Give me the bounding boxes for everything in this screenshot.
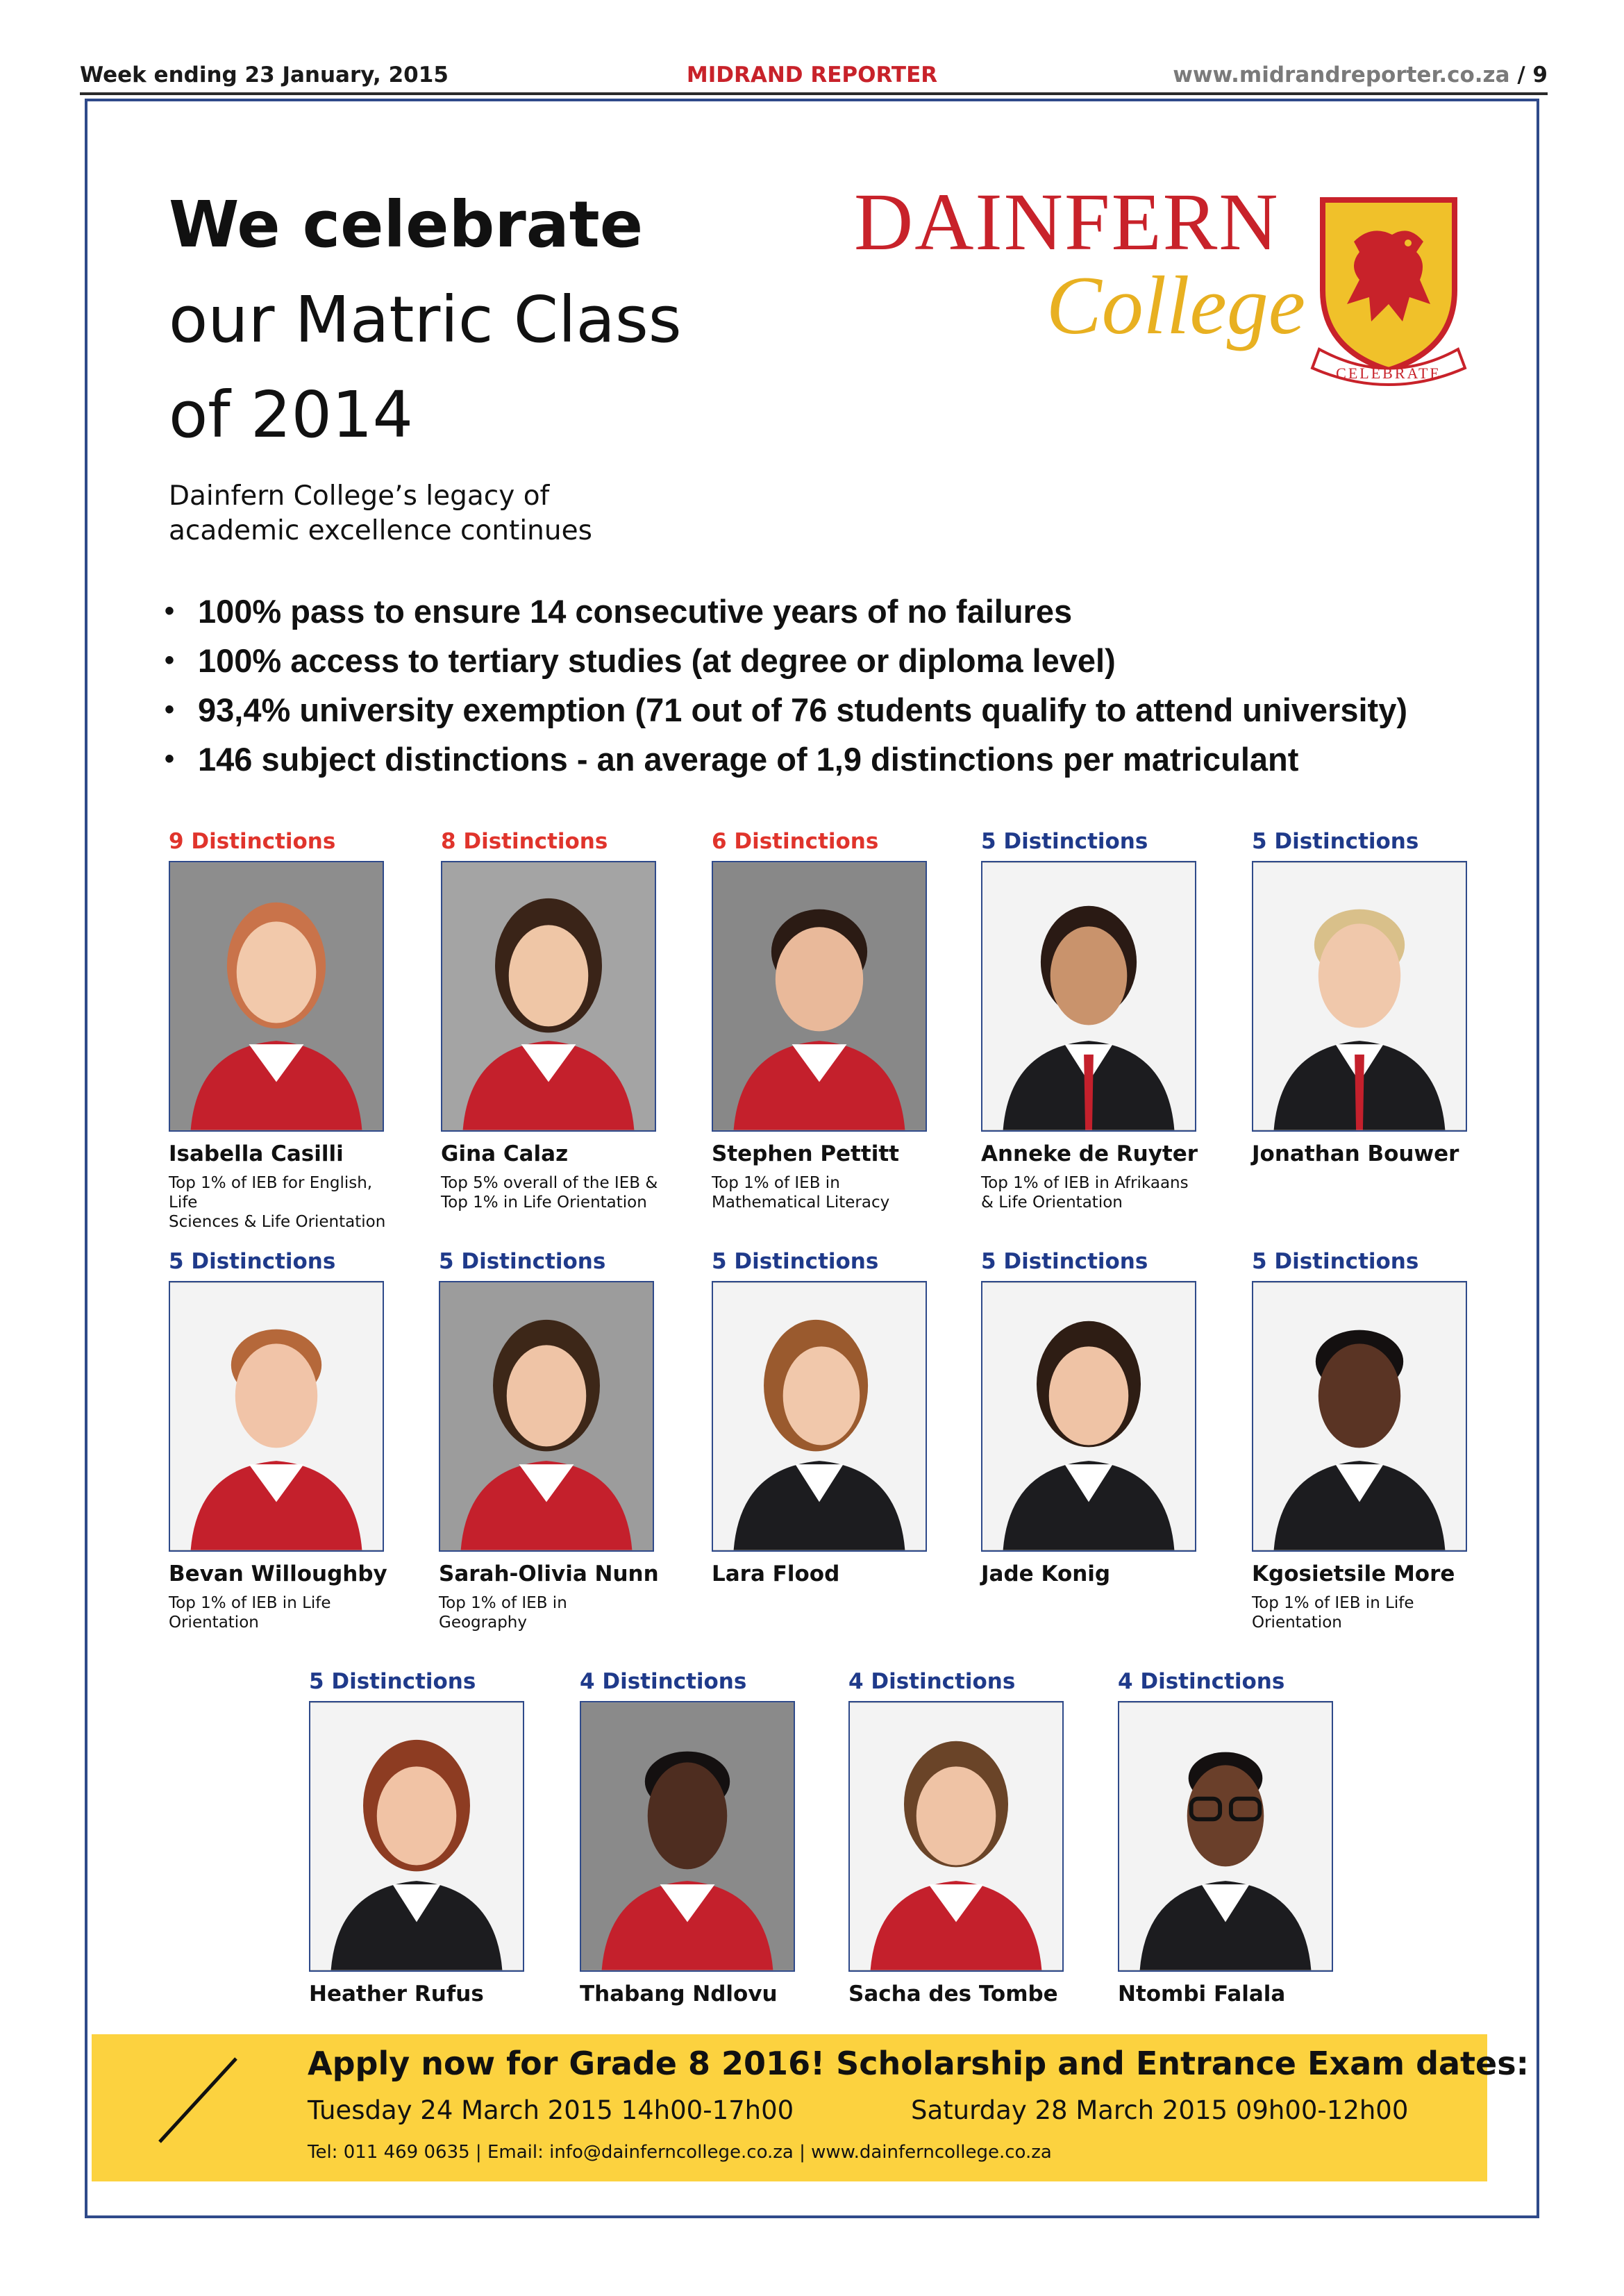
logo-wordmark-college: College (1046, 259, 1305, 351)
portrait-red-blazer-icon (170, 1282, 383, 1550)
portrait-red-blazer-icon (850, 1702, 1062, 1970)
bullet-icon: • (165, 596, 175, 626)
list-item (163, 685, 1482, 735)
student-name: Thabang Ndlovu (580, 1981, 778, 2006)
student-name: Stephen Pettitt (712, 1141, 899, 1166)
student-card (1118, 1666, 1347, 2013)
student-photo (981, 861, 1196, 1132)
student-achievement: Top 1% of IEB in Afrikaans & Life Orientation (981, 1174, 1189, 1212)
student-name: Sacha des Tombe (848, 1981, 1058, 2006)
student-photo (169, 1281, 384, 1552)
student-photo (309, 1701, 524, 1972)
student-name: Heather Rufus (309, 1981, 484, 2006)
contact-details[interactable]: Tel: 011 469 0635 | Email: info@dainferncollege.co.za | www.dainferncollege.co.za (308, 2142, 1052, 2163)
student-name: Anneke de Ruyter (981, 1141, 1198, 1166)
student-card (981, 826, 1210, 1212)
student-card (169, 826, 398, 1232)
distinctions-count: 4 Distinctions (580, 1669, 747, 1694)
student-name: Ntombi Falala (1118, 1981, 1286, 2006)
distinctions-count: 5 Distinctions (712, 1249, 879, 1274)
student-name: Isabella Casilli (169, 1141, 344, 1166)
student-achievement: Top 1% of IEB in Mathematical Literacy (712, 1174, 890, 1212)
distinctions-count: 8 Distinctions (441, 829, 608, 854)
portrait-red-blazer-icon (442, 862, 655, 1130)
student-name: Sarah-Olivia Nunn (439, 1561, 659, 1586)
student-achievement: Top 1% of IEB in Life Orientation (1252, 1594, 1414, 1632)
headline-line-1: We celebrate (169, 187, 644, 262)
distinctions-count: 5 Distinctions (981, 829, 1148, 854)
crest-ribbon-text: CELEBRATE (1336, 364, 1441, 382)
student-photo (169, 861, 384, 1132)
portrait-red-blazer-icon (713, 862, 926, 1130)
student-photo (848, 1701, 1064, 1972)
portrait-black-blazer-icon (1253, 1282, 1466, 1550)
distinctions-count: 5 Distinctions (439, 1249, 606, 1274)
bullet-text: 93,4% university exemption (71 out of 76 students qualify to attend university) (198, 692, 1407, 728)
student-name: Lara Flood (712, 1561, 840, 1586)
student-achievement: Top 1% of IEB in Geography (439, 1594, 567, 1632)
student-photo (580, 1701, 795, 1972)
bullet-text: 100% access to tertiary studies (at degree or diploma level) (198, 642, 1116, 679)
portrait-black-blazer-icon (1253, 862, 1466, 1130)
student-card (580, 1666, 809, 2013)
distinctions-count: 6 Distinctions (712, 829, 879, 854)
student-photo (712, 1281, 927, 1552)
exam-date-1: Tuesday 24 March 2015 14h00-17h00 (308, 2095, 794, 2125)
logo-wordmark-dainfern: DAINFERN (854, 176, 1280, 267)
subheadline-line-2: academic excellence continues (169, 515, 592, 546)
student-card (309, 1666, 538, 2013)
distinctions-count: 5 Distinctions (309, 1669, 476, 1694)
list-item (163, 587, 1482, 636)
student-card (439, 1246, 668, 1632)
headline-line-2: our Matric Class (169, 283, 682, 357)
bullet-icon: • (165, 645, 175, 676)
portrait-black-blazer-icon (1119, 1702, 1332, 1970)
student-photo (439, 1281, 654, 1552)
student-photo (712, 861, 927, 1132)
apply-heading: Apply now for Grade 8 2016! Scholarship and Entrance Exam dates: (308, 2045, 1530, 2082)
student-photo (441, 861, 656, 1132)
student-card (1252, 1246, 1481, 1632)
student-photo (981, 1281, 1196, 1552)
bullet-icon: • (165, 744, 175, 774)
portrait-black-blazer-icon (713, 1282, 926, 1550)
student-photo (1252, 861, 1467, 1132)
bullet-text: 146 subject distinctions - an average of 1,9 distinctions per matriculant (198, 741, 1299, 778)
student-name: Gina Calaz (441, 1141, 569, 1166)
portrait-red-blazer-icon (170, 862, 383, 1130)
distinctions-count: 5 Distinctions (169, 1249, 336, 1274)
publication-name: MIDRAND REPORTER (686, 62, 938, 87)
issue-date: Week ending 23 January, 2015 (80, 62, 449, 87)
distinctions-count: 4 Distinctions (1118, 1669, 1285, 1694)
website-link[interactable]: www.midrandreporter.co.za (1173, 62, 1510, 87)
student-card (712, 826, 941, 1212)
student-card (981, 1246, 1210, 1593)
student-card (441, 826, 670, 1212)
bullet-icon: • (165, 694, 175, 725)
distinctions-count: 5 Distinctions (1252, 1249, 1419, 1274)
headline-line-3: of 2014 (169, 378, 414, 452)
student-name: Bevan Willoughby (169, 1561, 387, 1586)
achievements-list (163, 587, 1482, 784)
student-name: Jonathan Bouwer (1252, 1141, 1459, 1166)
distinctions-count: 5 Distinctions (981, 1249, 1148, 1274)
slash-mark-icon (153, 2052, 243, 2149)
subheadline-line-1: Dainfern College’s legacy of (169, 480, 550, 512)
portrait-black-blazer-icon (982, 1282, 1195, 1550)
page-number: / 9 (1517, 62, 1548, 87)
page-footer-right (1173, 62, 1548, 87)
student-photo (1118, 1701, 1333, 1972)
student-name: Jade Konig (981, 1561, 1111, 1586)
portrait-black-blazer-icon (310, 1702, 523, 1970)
student-card (169, 1246, 398, 1632)
student-card (1252, 826, 1481, 1173)
portrait-red-blazer-icon (581, 1702, 794, 1970)
student-card (848, 1666, 1078, 2013)
portrait-red-blazer-icon (440, 1282, 653, 1550)
list-item (163, 735, 1482, 784)
distinctions-count: 5 Distinctions (1252, 829, 1419, 854)
portrait-black-blazer-icon (982, 862, 1195, 1130)
crest-shield-icon (1305, 186, 1472, 394)
subheadline (169, 479, 794, 548)
distinctions-count: 9 Distinctions (169, 829, 336, 854)
list-item (163, 636, 1482, 685)
headline (169, 177, 794, 462)
student-photo (1252, 1281, 1467, 1552)
student-name: Kgosietsile More (1252, 1561, 1455, 1586)
distinctions-count: 4 Distinctions (848, 1669, 1016, 1694)
header-rule (80, 92, 1548, 95)
bullet-text: 100% pass to ensure 14 consecutive years of no failures (198, 593, 1073, 630)
student-achievement: Top 1% of IEB for English, Life Sciences & Life Orientation (169, 1174, 386, 1231)
exam-date-2: Saturday 28 March 2015 09h00-12h00 (911, 2095, 1409, 2125)
student-achievement: Top 1% of IEB in Life Orientation (169, 1594, 331, 1632)
student-achievement: Top 5% overall of the IEB & Top 1% in Life Orientation (441, 1174, 658, 1212)
student-card (712, 1246, 941, 1593)
